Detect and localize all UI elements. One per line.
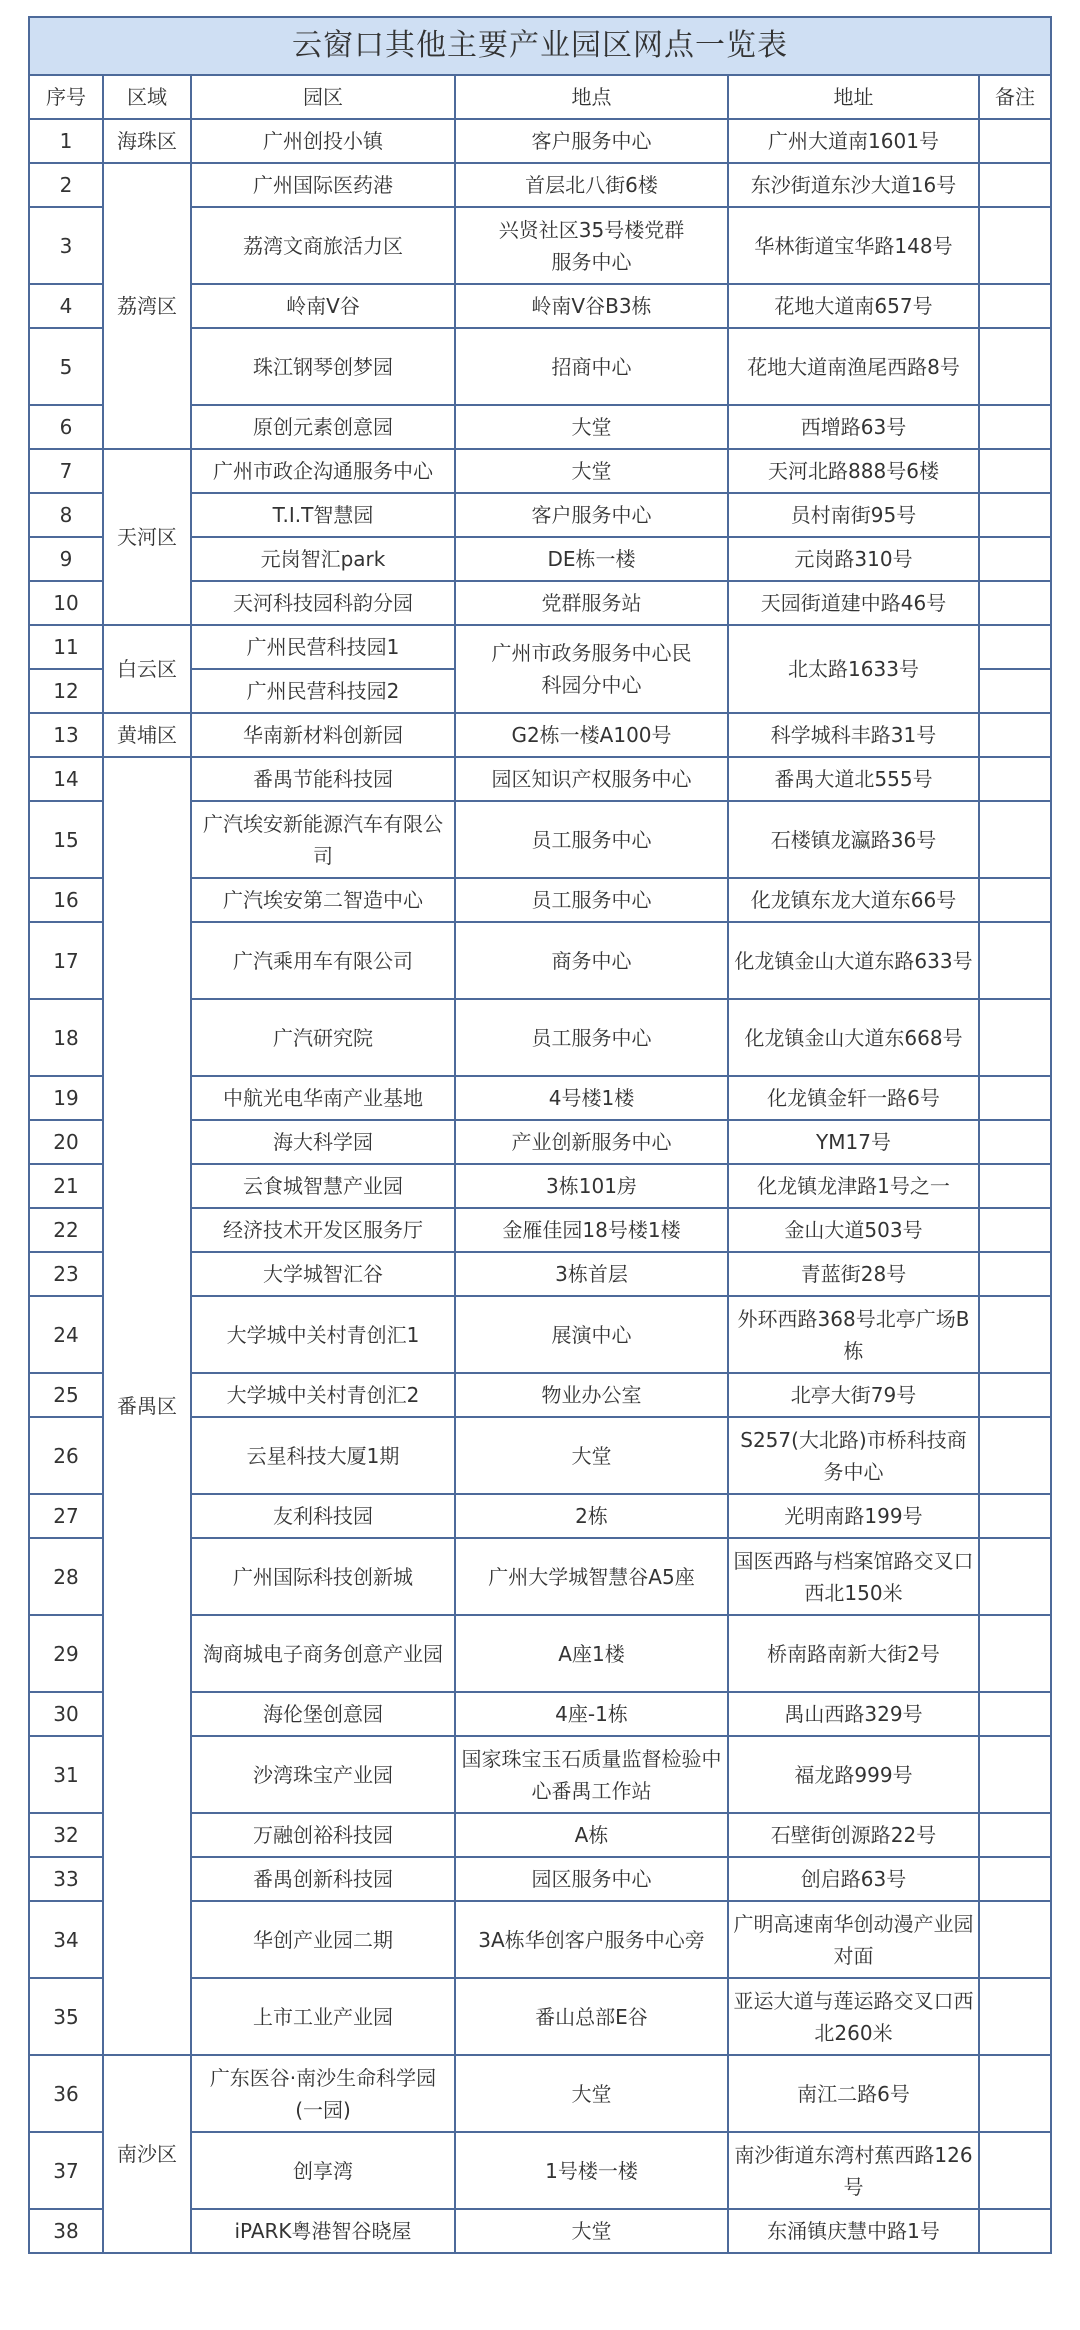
cell-location: 物业办公室	[455, 1373, 728, 1417]
cell-note	[979, 405, 1051, 449]
district-cell-tianhe: 天河区	[103, 449, 191, 625]
cell-note	[979, 669, 1051, 713]
cell-park: 华创产业园二期	[191, 1901, 455, 1978]
cell-location: 员工服务中心	[455, 878, 728, 922]
cell-park: 上市工业产业园	[191, 1978, 455, 2055]
cell-note	[979, 999, 1051, 1076]
cell-location: 番山总部E谷	[455, 1978, 728, 2055]
cell-note	[979, 801, 1051, 878]
district-cell-liwan: 荔湾区	[103, 163, 191, 449]
cell-address-merged: 北太路1633号	[728, 625, 979, 713]
cell-no: 10	[29, 581, 103, 625]
cell-note	[979, 757, 1051, 801]
cell-address: 国医西路与档案馆路交叉口西北150米	[728, 1538, 979, 1615]
cell-no: 5	[29, 328, 103, 405]
cell-address: 花地大道南657号	[728, 284, 979, 328]
cell-address: 东涌镇庆慧中路1号	[728, 2209, 979, 2253]
cell-location: 3栋101房	[455, 1164, 728, 1208]
cell-location: 金雁佳园18号楼1楼	[455, 1208, 728, 1252]
cell-park: 珠江钢琴创梦园	[191, 328, 455, 405]
cell-address: 外环西路368号北亭广场B栋	[728, 1296, 979, 1373]
cell-location: 4号楼1楼	[455, 1076, 728, 1120]
cell-note	[979, 1615, 1051, 1692]
cell-no: 26	[29, 1417, 103, 1494]
cell-location: 大堂	[455, 1417, 728, 1494]
cell-note	[979, 1813, 1051, 1857]
cell-location: 岭南V谷B3栋	[455, 284, 728, 328]
cell-park: 云食城智慧产业园	[191, 1164, 455, 1208]
cell-location: 兴贤社区35号楼党群服务中心	[455, 207, 728, 284]
cell-address: 南江二路6号	[728, 2055, 979, 2132]
cell-no: 30	[29, 1692, 103, 1736]
cell-address: 北亭大街79号	[728, 1373, 979, 1417]
cell-address: 元岗路310号	[728, 537, 979, 581]
cell-address: 广州大道南1601号	[728, 119, 979, 163]
cell-note	[979, 2132, 1051, 2209]
cell-note	[979, 163, 1051, 207]
cell-address: 金山大道503号	[728, 1208, 979, 1252]
cell-park: 广州市政企沟通服务中心	[191, 449, 455, 493]
cell-no: 13	[29, 713, 103, 757]
cell-address: 广明高速南华创动漫产业园对面	[728, 1901, 979, 1978]
cell-location: 展演中心	[455, 1296, 728, 1373]
cell-note	[979, 922, 1051, 999]
cell-park: 华南新材料创新园	[191, 713, 455, 757]
park-outlets-sheet	[28, 16, 1050, 2254]
table-title: 云窗口其他主要产业园区网点一览表	[29, 17, 1051, 75]
cell-address: 亚运大道与莲运路交叉口西北260米	[728, 1978, 979, 2055]
cell-location: 3A栋华创客户服务中心旁	[455, 1901, 728, 1978]
cell-location: 客户服务中心	[455, 493, 728, 537]
cell-park: 广汽乘用车有限公司	[191, 922, 455, 999]
cell-location: 广州大学城智慧谷A5座	[455, 1538, 728, 1615]
cell-address: 化龙镇龙津路1号之一	[728, 1164, 979, 1208]
cell-location: A座1楼	[455, 1615, 728, 1692]
cell-no: 11	[29, 625, 103, 669]
cell-no: 28	[29, 1538, 103, 1615]
cell-address: 南沙街道东湾村蕉西路126号	[728, 2132, 979, 2209]
cell-location: 招商中心	[455, 328, 728, 405]
cell-location: 2栋	[455, 1494, 728, 1538]
cell-note	[979, 1252, 1051, 1296]
cell-note	[979, 625, 1051, 669]
cell-address: 桥南路南新大街2号	[728, 1615, 979, 1692]
cell-park: 原创元素创意园	[191, 405, 455, 449]
cell-note	[979, 1164, 1051, 1208]
cell-note	[979, 493, 1051, 537]
cell-no: 9	[29, 537, 103, 581]
district-cell-panyu: 番禺区	[103, 757, 191, 2055]
cell-address: 青蓝街28号	[728, 1252, 979, 1296]
cell-no: 1	[29, 119, 103, 163]
cell-note	[979, 1417, 1051, 1494]
cell-address: 科学城科丰路31号	[728, 713, 979, 757]
cell-park: 广汽研究院	[191, 999, 455, 1076]
cell-note	[979, 1373, 1051, 1417]
cell-no: 33	[29, 1857, 103, 1901]
cell-address: 禺山西路329号	[728, 1692, 979, 1736]
cell-no: 37	[29, 2132, 103, 2209]
cell-location: 商务中心	[455, 922, 728, 999]
cell-location: 4座-1栋	[455, 1692, 728, 1736]
cell-address: 化龙镇金山大道东668号	[728, 999, 979, 1076]
cell-no: 18	[29, 999, 103, 1076]
cell-location: 园区知识产权服务中心	[455, 757, 728, 801]
cell-address: 东沙街道东沙大道16号	[728, 163, 979, 207]
cell-address: 员村南街95号	[728, 493, 979, 537]
cell-no: 29	[29, 1615, 103, 1692]
cell-note	[979, 1901, 1051, 1978]
cell-address: 化龙镇金轩一路6号	[728, 1076, 979, 1120]
cell-address: 石壁街创源路22号	[728, 1813, 979, 1857]
cell-address: 天园街道建中路46号	[728, 581, 979, 625]
cell-park: 番禺创新科技园	[191, 1857, 455, 1901]
cell-note	[979, 1736, 1051, 1813]
cell-address: S257(大北路)市桥科技商务中心	[728, 1417, 979, 1494]
cell-no: 12	[29, 669, 103, 713]
cell-no: 2	[29, 163, 103, 207]
cell-park: 沙湾珠宝产业园	[191, 1736, 455, 1813]
cell-note	[979, 328, 1051, 405]
cell-location: 客户服务中心	[455, 119, 728, 163]
cell-park: 大学城智汇谷	[191, 1252, 455, 1296]
cell-park: T.I.T智慧园	[191, 493, 455, 537]
cell-address: 华林街道宝华路148号	[728, 207, 979, 284]
cell-location: 产业创新服务中心	[455, 1120, 728, 1164]
cell-address: 化龙镇金山大道东路633号	[728, 922, 979, 999]
cell-address: 创启路63号	[728, 1857, 979, 1901]
cell-park: 万融创裕科技园	[191, 1813, 455, 1857]
cell-park: 荔湾文商旅活力区	[191, 207, 455, 284]
cell-address: 番禺大道北555号	[728, 757, 979, 801]
cell-park: 淘商城电子商务创意产业园	[191, 1615, 455, 1692]
cell-location: 员工服务中心	[455, 801, 728, 878]
cell-location: 大堂	[455, 449, 728, 493]
cell-address: 福龙路999号	[728, 1736, 979, 1813]
cell-no: 23	[29, 1252, 103, 1296]
cell-no: 16	[29, 878, 103, 922]
cell-no: 34	[29, 1901, 103, 1978]
cell-park: 广汽埃安新能源汽车有限公司	[191, 801, 455, 878]
cell-note	[979, 1857, 1051, 1901]
cell-location: G2栋一楼A100号	[455, 713, 728, 757]
table-row	[29, 713, 1051, 757]
cell-no: 27	[29, 1494, 103, 1538]
district-cell-baiyun: 白云区	[103, 625, 191, 713]
cell-location: 大堂	[455, 405, 728, 449]
header-row	[29, 75, 1051, 119]
table-row	[29, 2055, 1051, 2132]
header-note: 备注	[979, 75, 1051, 119]
cell-park: iPARK粤港智谷晓屋	[191, 2209, 455, 2253]
cell-no: 35	[29, 1978, 103, 2055]
cell-address: 化龙镇东龙大道东66号	[728, 878, 979, 922]
cell-location: 大堂	[455, 2055, 728, 2132]
cell-no: 14	[29, 757, 103, 801]
cell-park: 经济技术开发区服务厅	[191, 1208, 455, 1252]
cell-park: 中航光电华南产业基地	[191, 1076, 455, 1120]
cell-park: 大学城中关村青创汇2	[191, 1373, 455, 1417]
cell-note	[979, 1538, 1051, 1615]
cell-note	[979, 284, 1051, 328]
cell-address: 光明南路199号	[728, 1494, 979, 1538]
district-cell-nansha: 南沙区	[103, 2055, 191, 2253]
header-district: 区域	[103, 75, 191, 119]
header-no: 序号	[29, 75, 103, 119]
cell-park: 广汽埃安第二智造中心	[191, 878, 455, 922]
cell-location: 3栋首层	[455, 1252, 728, 1296]
cell-location: 员工服务中心	[455, 999, 728, 1076]
cell-park: 海大科学园	[191, 1120, 455, 1164]
cell-location: 党群服务站	[455, 581, 728, 625]
cell-note	[979, 2209, 1051, 2253]
cell-park: 海伦堡创意园	[191, 1692, 455, 1736]
district-cell-huangpu: 黄埔区	[103, 713, 191, 757]
cell-park: 广州国际医药港	[191, 163, 455, 207]
cell-note	[979, 2055, 1051, 2132]
cell-location-merged: 广州市政务服务中心民科园分中心	[455, 625, 728, 713]
cell-note	[979, 878, 1051, 922]
cell-note	[979, 1494, 1051, 1538]
cell-note	[979, 119, 1051, 163]
district-cell-haizhu: 海珠区	[103, 119, 191, 163]
cell-location: A栋	[455, 1813, 728, 1857]
cell-address: 石楼镇龙瀛路36号	[728, 801, 979, 878]
cell-park: 云星科技大厦1期	[191, 1417, 455, 1494]
cell-no: 25	[29, 1373, 103, 1417]
cell-note	[979, 581, 1051, 625]
cell-park: 元岗智汇park	[191, 537, 455, 581]
cell-no: 32	[29, 1813, 103, 1857]
cell-note	[979, 1692, 1051, 1736]
header-address: 地址	[728, 75, 979, 119]
cell-park: 大学城中关村青创汇1	[191, 1296, 455, 1373]
cell-no: 4	[29, 284, 103, 328]
cell-no: 6	[29, 405, 103, 449]
park-outlets-table	[28, 16, 1052, 2254]
cell-location: 园区服务中心	[455, 1857, 728, 1901]
cell-no: 38	[29, 2209, 103, 2253]
table-row	[29, 757, 1051, 801]
table-row	[29, 119, 1051, 163]
header-park: 园区	[191, 75, 455, 119]
header-location: 地点	[455, 75, 728, 119]
cell-note	[979, 449, 1051, 493]
cell-address: 花地大道南渔尾西路8号	[728, 328, 979, 405]
cell-no: 24	[29, 1296, 103, 1373]
cell-no: 20	[29, 1120, 103, 1164]
cell-address: 天河北路888号6楼	[728, 449, 979, 493]
cell-no: 36	[29, 2055, 103, 2132]
cell-park: 广州民营科技园1	[191, 625, 455, 669]
cell-address: 西增路63号	[728, 405, 979, 449]
cell-no: 17	[29, 922, 103, 999]
table-row	[29, 449, 1051, 493]
cell-location: 国家珠宝玉石质量监督检验中心番禺工作站	[455, 1736, 728, 1813]
cell-note	[979, 713, 1051, 757]
cell-note	[979, 1120, 1051, 1164]
cell-no: 19	[29, 1076, 103, 1120]
cell-note	[979, 1296, 1051, 1373]
cell-park: 创享湾	[191, 2132, 455, 2209]
cell-park: 番禺节能科技园	[191, 757, 455, 801]
cell-location: DE栋一楼	[455, 537, 728, 581]
cell-location: 首层北八街6楼	[455, 163, 728, 207]
cell-no: 7	[29, 449, 103, 493]
cell-park: 广州创投小镇	[191, 119, 455, 163]
cell-park: 友利科技园	[191, 1494, 455, 1538]
cell-park: 天河科技园科韵分园	[191, 581, 455, 625]
cell-note	[979, 537, 1051, 581]
cell-park: 岭南V谷	[191, 284, 455, 328]
cell-park: 广州民营科技园2	[191, 669, 455, 713]
cell-no: 21	[29, 1164, 103, 1208]
cell-note	[979, 1978, 1051, 2055]
cell-note	[979, 1208, 1051, 1252]
table-row	[29, 625, 1051, 669]
cell-no: 8	[29, 493, 103, 537]
cell-no: 22	[29, 1208, 103, 1252]
cell-note	[979, 1076, 1051, 1120]
cell-address: YM17号	[728, 1120, 979, 1164]
cell-no: 15	[29, 801, 103, 878]
cell-location: 1号楼一楼	[455, 2132, 728, 2209]
table-row	[29, 163, 1051, 207]
cell-park: 广州国际科技创新城	[191, 1538, 455, 1615]
cell-location: 大堂	[455, 2209, 728, 2253]
cell-no: 3	[29, 207, 103, 284]
cell-no: 31	[29, 1736, 103, 1813]
cell-park: 广东医谷·南沙生命科学园(一园)	[191, 2055, 455, 2132]
cell-note	[979, 207, 1051, 284]
